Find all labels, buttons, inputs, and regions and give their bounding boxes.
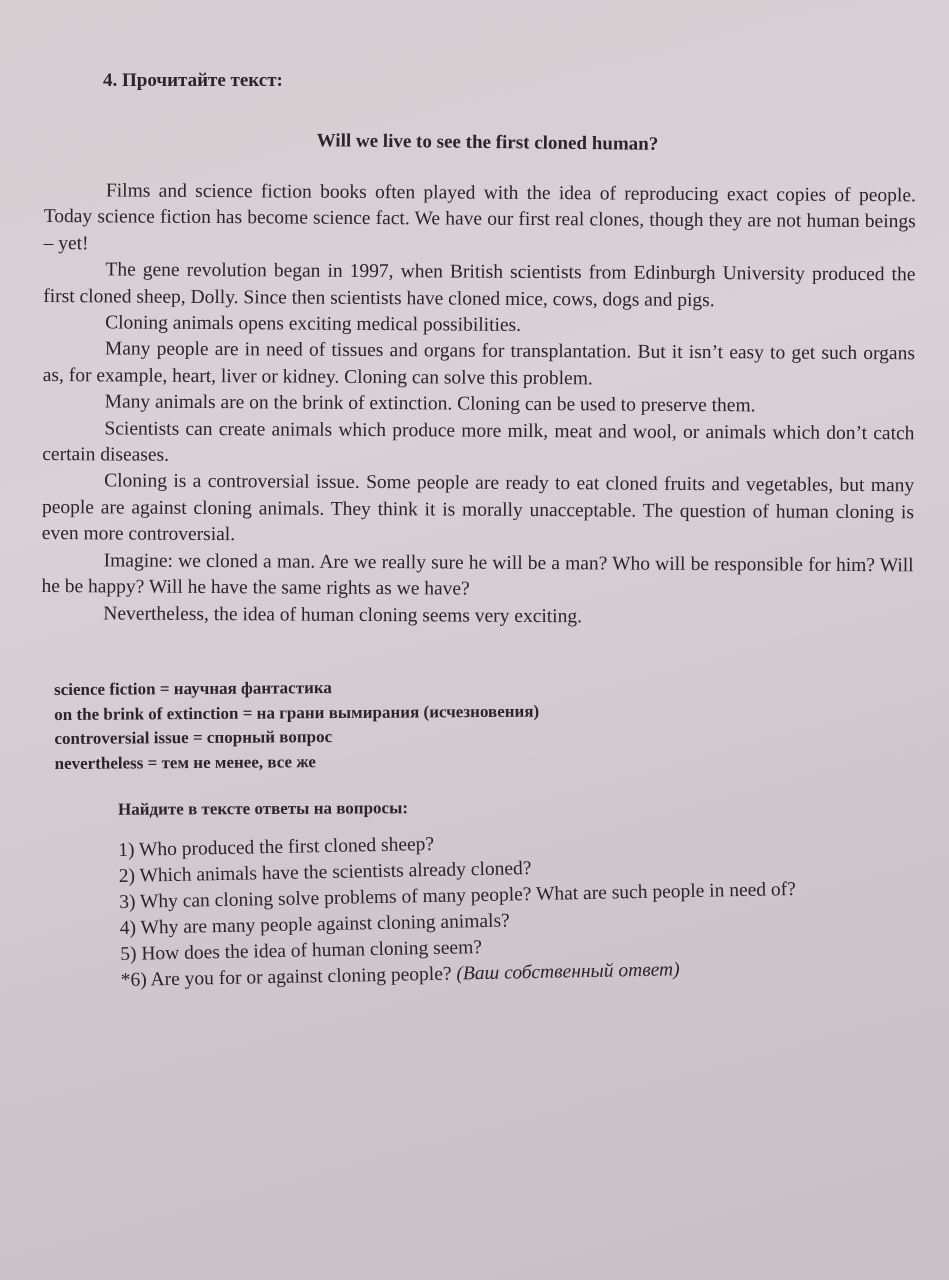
paragraph: Films and science fiction books often played with the idea of reproducing exact copies of people. Today science fiction has become science fact. We have our first real clones, though they are not human beings – yet!	[43, 180, 916, 255]
questions-list	[118, 825, 798, 994]
question-item: 3) Why can cloning solve problems of many people? What are such people in need of?	[119, 878, 797, 913]
vocabulary-item: nevertheless = тем не менее, все же	[54, 751, 317, 773]
question-item: 4) Why are many people against cloning animals?	[119, 910, 510, 939]
vocabulary-item: science fiction = научная фантастика	[54, 678, 332, 699]
question-item: 1) Who produced the first cloned sheep?	[118, 833, 435, 861]
vocabulary-item: controversial issue = спорный вопрос	[54, 727, 333, 748]
article-title: Will we live to see the first cloned human?	[316, 130, 659, 155]
question-item: 5) How does the idea of human cloning seem?	[120, 937, 483, 965]
paragraph: Nevertheless, the idea of human cloning seems very exciting.	[103, 602, 583, 627]
vocabulary-item: on the brink of extinction = на грани вымирания (исчезновения)	[54, 701, 540, 724]
article-body	[41, 178, 916, 632]
paragraph: Cloning is a controversial issue. Some people are ready to eat cloned fruits and vegetables, but many people are against cloning animals. They think it is morally unacceptable. The question of human cloning is even more controversial.	[41, 470, 915, 546]
paragraph: Many people are in need of tissues and organs for transplantation. But it isn’t easy to get such organs as, for example, heart, liver or kidney. Cloning can solve this problem.	[42, 338, 916, 390]
question-note: (Ваш собственный ответ)	[456, 959, 680, 985]
question-text: *6) Are you for or against cloning people?	[120, 963, 457, 991]
task-heading: 4. Прочитайте текст:	[103, 70, 283, 91]
paragraph: The gene revolution began in 1997, when British scientists from Edinburgh University produced the first cloned sheep, Dolly. Since then scientists have cloned mice, cows, dogs and pigs.	[43, 259, 916, 311]
paragraph: Scientists can create animals which produce more milk, meat and wool, or animals which don’t catch certain diseases.	[42, 418, 915, 466]
paragraph: Cloning animals opens exciting medical possibilities.	[105, 312, 522, 336]
paragraph: Imagine: we cloned a man. Are we really sure he will be a man? Who will be responsible for him? Will he be happy? Will he have the same rights as we have?	[41, 550, 914, 600]
question-item: 2) Which animals have the scientists already cloned?	[118, 858, 532, 887]
vocabulary-list	[54, 675, 540, 776]
paragraph: Many animals are on the brink of extinction. Cloning can be used to preserve them.	[104, 391, 756, 417]
questions-heading: Найдите в тексте ответы на вопросы:	[117, 798, 409, 819]
